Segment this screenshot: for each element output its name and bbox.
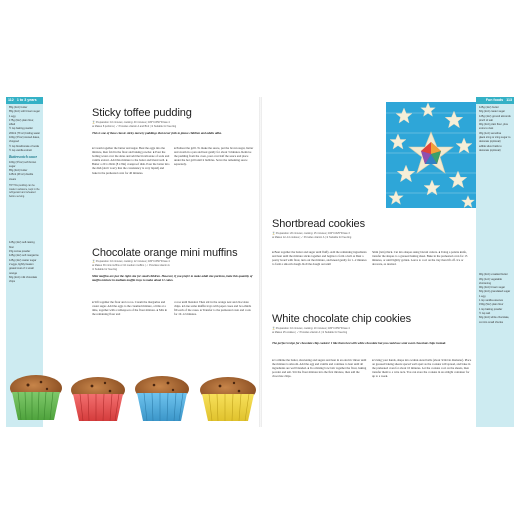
cookie-ingredient: 150g (5oz) plain flour — [479, 303, 504, 307]
shortbread-method-col2: 5mm (¼in) thick. Cut into shapes using biscuit cutters. ● Using a palette knife, transfer the shapes to a greased baking sheet. Bake in the preheated oven for 15 minutes, or until lightly golden. Leave to cool on the tray then lift off. Ice or decorate, as desired. — [372, 250, 468, 267]
cookie-ingredient-list — [479, 273, 511, 325]
right-ingredients-sidebar — [476, 104, 514, 427]
shortbread-ingredient: edible silver balls to decorate (optional) — [479, 144, 502, 152]
muffin-green — [10, 375, 62, 420]
toffee-ingredient: 85g (3oz) soft brown sugar — [9, 110, 40, 114]
muffins-meta-3: ❄ Suitable for freezing — [92, 268, 118, 271]
muffin-yellow — [200, 377, 256, 421]
toffee-meta-1: ⌛ Preparation: 10 minutes; cooking: 40 minutes | 180°C/350°F/Gas 4 — [92, 121, 170, 124]
shortbread-ingredient: 125g (4oz) butter — [479, 106, 499, 109]
left-section-label: 1 to 3 years — [16, 98, 37, 102]
muffins-meta-1: ⌛ Preparation: 10 minutes; cooking: 12 minutes | 180°C/350°F/Gas 4 — [92, 260, 170, 263]
sauce-heading: Butterscotch sauce — [9, 155, 38, 160]
muffin-ingredient: 125g (4oz) soft margarine — [9, 254, 39, 258]
right-section-label: Fun foods — [485, 98, 504, 102]
shortbread-ingredient: 125g (4oz) ground almonds — [479, 114, 511, 118]
star-cookies-photo — [386, 102, 476, 208]
shortbread-ingredient: pinch of salt — [479, 118, 493, 122]
muffins-meta-2: ⊕ Makes 36 mini muffins or 10 medium muffins | ✓ Provides vitamin A — [92, 264, 170, 267]
shortbread-meta-1: ⌛ Preparation: 20 minutes; cooking: 15 minutes | 160°C/325°F/Gas 3 — [272, 232, 350, 235]
shortbread-meta-2: ⊕ Makes 12–14 cookies | ✓ Provides vitamin A | ❄ Suitable for freezing — [272, 236, 352, 239]
muffins-intro: Mini muffins are just the right size for small children. However, if you prefer to make adult size portions, bake this quantity of muffin mixture in medium muffin trays to make about 11 cakes. — [92, 274, 253, 283]
left-page-number: 112 — [8, 98, 14, 102]
muffin-ingredient: 2 eggs, lightly beaten — [9, 262, 34, 266]
shortbread-ingredient: glacé icing or icing sugar to decorate (optional) — [479, 136, 511, 144]
muffin-ingredient: 125g (4oz) self-raising flour — [9, 241, 35, 249]
sauce-ingredient: 85g (3oz) butter — [9, 169, 28, 173]
cookie-ingredient: 1 tsp vanilla essence — [479, 299, 504, 303]
muffin-ingredient: grated zest of 1 small orange — [9, 267, 34, 275]
white-choc-method-col1: ● Combine the butter, shortening and sugars and beat in an electric mixer until the mixture is smooth. Add the egg and vanilla and continue to beat until all ingredients are well blended. ● In a mixing bowl stir together the flour, baking powder and salt. Stir the flour mixture into the first mixture, then add the chocolate chips. — [272, 358, 367, 379]
muffins-title: Chocolate orange mini muffins — [92, 247, 238, 259]
toffee-ingredient: 200ml (7fl oz) boiling water — [9, 131, 40, 135]
shortbread-title: Shortbread cookies — [272, 218, 365, 230]
toffee-ingredient: ½ tsp bicarbonate of soda — [9, 144, 39, 148]
tip-text: TIP This pudding can be made in advance, kept in the refrigerator and reheated before serving. — [9, 184, 40, 198]
cookie-ingredient: 60g (2oz) white chocolate, cut into small chunks — [479, 316, 510, 324]
toffee-ingredient: 85g (3oz) butter — [9, 106, 28, 109]
toffee-intro: This is one of those classic sticky nursery puddings that never fails to please children and adults alike. — [92, 131, 222, 135]
muffins-method-col2: cocoa until blended. Then stir in the orange zest and chocolate chips. ● Line some muffin trays with paper cases and two-thirds fill each of the cases. ● Transfer to the preheated oven and cook for 10–12 minutes. — [174, 300, 252, 317]
muffins-method-col1: ● Sift together the flour and cocoa. Cream the margarine and caster sugar. Add the eggs to the creamed mixture, a little at a time, together with a tablespoon of the flour mixture. ● Mix in the remaining flour and — [92, 300, 168, 317]
star-cookies-illustration — [386, 102, 476, 208]
cookie-ingredient: 90g (3oz) brown sugar — [479, 286, 505, 290]
cookie-ingredient: 30g (1oz) vegetable shortening — [479, 277, 502, 285]
sauce-ingredient-list — [9, 161, 40, 182]
white-choc-meta-1: ⌛ Preparation: 10 minutes; cooking: 10 minutes | 180°C/350°F/Gas 4 — [272, 327, 350, 330]
sauce-ingredient: 125ml (4fl oz) double cream — [9, 173, 34, 181]
toffee-ingredient: 100g (3½oz) stoned dates, chopped — [9, 136, 40, 144]
left-running-header — [6, 97, 43, 104]
sauce-ingredient: 100g (3½oz) soft brown sugar — [9, 160, 37, 168]
muffin-ingredient: 15g cocoa powder — [9, 250, 31, 254]
muffin-ingredient: 60g (2oz) milk chocolate chips — [9, 275, 38, 284]
muffins-photo — [8, 368, 258, 422]
shortbread-ingredient: 60g (2oz) caster sugar — [479, 110, 505, 114]
toffee-ingredient: ½ tsp vanilla extract — [9, 148, 32, 152]
cookie-ingredient: 60g (2oz) granulated sugar — [479, 290, 511, 294]
white-choc-intro: The perfect recipe for chocolate chip cookies! I like them best with white chocolate but you could use semi sweet chocolate chips instead. — [272, 341, 447, 345]
toffee-ingredient: 175g (6oz) plain flour, sifted — [9, 118, 34, 127]
cookie-ingredient: ½ tsp salt — [479, 311, 491, 315]
white-choc-method-col2: ● Using your hands, shape into walnut-sized balls (about 3cm/1in diameter). Place on greased baking sheets spaced well apart as the cookies will spread, and bake in the preheated oven for about 10 minutes. Let the cookies cool on the sheets, then transfer them to a wire rack. You can store the cookies in an airtight container for up to a week. — [372, 358, 472, 379]
toffee-ingredient: ½ tsp baking powder — [9, 127, 33, 131]
cookie-ingredient: 1 tsp baking powder — [479, 307, 503, 311]
cookie-ingredient: 90g (3oz) unsalted butter — [479, 273, 508, 277]
muffin-red — [71, 377, 125, 421]
white-choc-meta-2: ⊕ Makes 25 cookies | ✓ Provides vitamin A | ❄ Suitable for freezing — [272, 331, 348, 334]
toffee-ingredient: 1 egg — [9, 114, 16, 118]
toffee-method-col2: ● Preheat the grill. To make the sauce, put the brown sugar, butter and cream in a pan and heat gently for about 3 minutes. Remove the pudding from the oven, pour over half the sauce and place under the hot grill until it bubbles. Serve the remaining sauce separately. — [174, 146, 254, 167]
toffee-title: Sticky toffee pudding — [92, 107, 192, 119]
muffin-blue — [135, 376, 189, 421]
right-running-header — [476, 97, 514, 104]
right-page-number: 113 — [506, 98, 512, 102]
white-choc-title: White chocolate chip cookies — [272, 313, 412, 325]
toffee-method-col1: ● Cream together the butter and sugar. Beat the eggs into the mixture, then fold in the flour and baking powder. ● Pour the boiling water over the dates and add the bicarbonate of soda and vanilla extract. Add this mixture to the batter and blend well. ● Butter a 20 x 20cm (8 x 8in) ovenproof dish. Pour the batter into the dish (don't worry that the consistency is very liquid) and bake in the preheated oven for 40 minutes. — [92, 146, 170, 175]
muffin-ingredient: 125g (4oz) caster sugar — [9, 258, 37, 262]
shortbread-method-col1: ● Beat together the butter and sugar until fluffy. Add the remaining ingredients and beat until the mixture sticks together and begins to form a ball. ● Dust a pastry board with flour, turn out the mixture, and knead gently for 1–2 minutes to form a smooth dough. Roll the dough out until — [272, 250, 367, 267]
shortbread-ingredient-list — [479, 106, 511, 153]
cookie-ingredient: 1 egg — [479, 294, 486, 298]
muffin-ingredient-list — [9, 241, 40, 284]
shortbread-ingredient: 30g (1oz) semolina — [479, 131, 502, 135]
toffee-meta-2: ⊕ Makes 8 portions | ✓ Provides vitamin A and B12 | ❄ Suitable for freezing — [92, 125, 177, 128]
shortbread-ingredient: 90g (3oz) plain flour, plus extra to dust — [479, 123, 508, 131]
toffee-ingredient-list — [9, 106, 40, 153]
